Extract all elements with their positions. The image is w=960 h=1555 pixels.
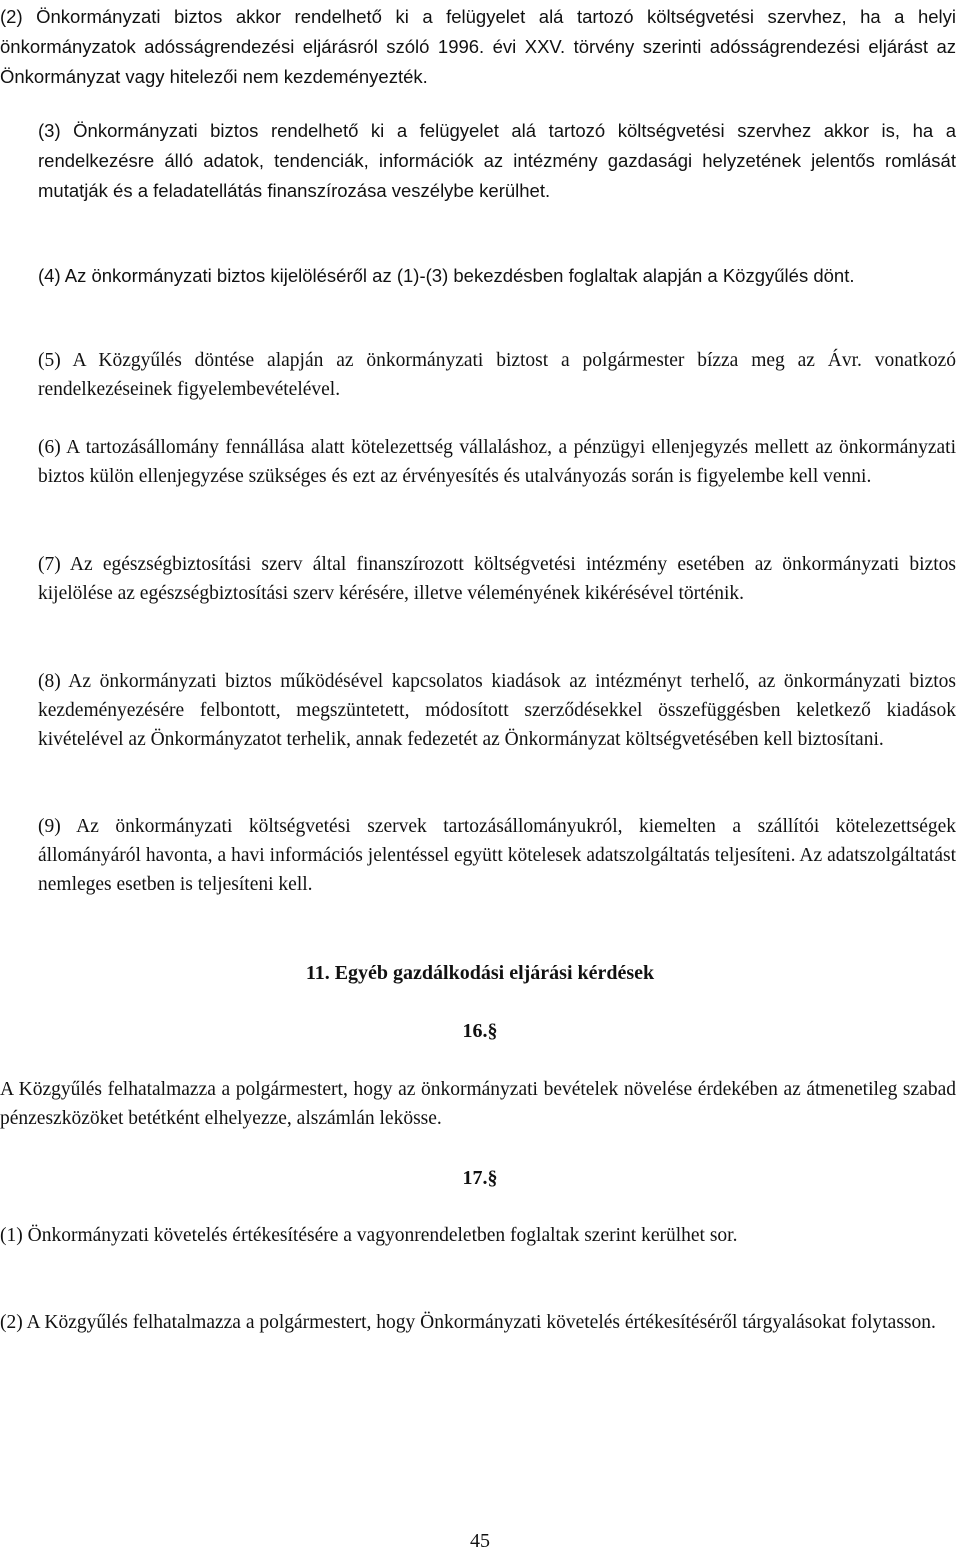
paragraph-sec10-2: (2) Önkormányzati biztos akkor rendelhető ki a felügyelet alá tartozó költségvetési szervhez, ha a helyi önkormányzatok adósságrendezési eljárásról szóló 1996. évi XXV. törvény szerinti adósságrendezési eljárást az Önkormányzat vagy hitelezői nem kezdeményezték. — [0, 6, 956, 87]
page-number: 45 — [470, 1530, 490, 1552]
paragraph-sec10-8: (8) Az önkormányzati biztos működésével kapcsolatos kiadások az intézményt terhelő, az önkormányzati biztos kezdeményezésére felbontott, megszüntetett, módosított szerződésekkel összefüggésben keletkező kiadások kivételével az Önkormányzatot terhelik, annak fedezetét az Önkormányzat költségvetésében kell biztosítani. — [38, 671, 956, 750]
paragraph-17-2: (2) A Közgyűlés felhatalmazza a polgármestert, hogy Önkormányzati követelés értékesítéséről tárgyalásokat folytasson. — [0, 1312, 936, 1333]
paragraph-17-1: (1) Önkormányzati követelés értékesítésére a vagyonrendeletben foglaltak szerint kerülhet sor. — [0, 1225, 738, 1246]
paragraph-17-heading — [0, 1163, 960, 1193]
paragraph-16-number: 16. — [462, 1020, 488, 1042]
paragraph-16-heading — [0, 1016, 960, 1046]
paragraph-sec10-5: (5) A Közgyűlés döntése alapján az önkormányzati biztost a polgármester bízza meg az Ávr. vonatkozó rendelkezéseinek figyelembevételével. — [38, 350, 956, 400]
paragraph-16-text: A Közgyűlés felhatalmazza a polgármestert, hogy az önkormányzati bevételek növelése érdekében az átmenetileg szabad pénzeszközöket betétként elhelyezze, alszámlán lekösse. — [0, 1079, 956, 1129]
section-symbol-17: § — [487, 1167, 498, 1189]
paragraph-sec10-9: (9) Az önkormányzati költségvetési szervek tartozásállományukról, kiemelten a szállítói kötelezettségek állományáról havonta, a havi információs jelentéssel együtt kötelesek adatszolgáltatás teljesíteni. Az adatszolgáltatást nemleges esetben is teljesíteni kell. — [38, 816, 956, 895]
paragraph-sec10-3: (3) Önkormányzati biztos rendelhető ki a felügyelet alá tartozó költségvetési szervhez akkor is, ha a rendelkezésre álló adatok, tendenciák, információk az intézmény gazdasági helyzetének jelentős romlását mutatják és a feladatellátás finanszírozása veszélybe kerülhet. — [38, 120, 956, 201]
paragraph-17-number: 17. — [462, 1167, 488, 1189]
paragraph-sec10-7: (7) Az egészségbiztosítási szerv által finanszírozott költségvetési intézmény esetében az önkormányzati biztos kijelölése az egészségbiztosítási szerv kérésére, illetve véleményének kikérésével történik. — [38, 554, 956, 604]
paragraph-sec10-6: (6) A tartozásállomány fennállása alatt kötelezettség vállaláshoz, a pénzügyi ellenjegyzés mellett az önkormányzati biztos külön ellenjegyzése szükséges és ezt az érvényesítés és utalványozás során is figyelembe kell venni. — [38, 437, 956, 487]
section-symbol-16: § — [487, 1020, 498, 1042]
section-title: 11. Egyéb gazdálkodási eljárási kérdések — [305, 962, 655, 984]
paragraph-sec10-4: (4) Az önkormányzati biztos kijelöléséről az (1)-(3) bekezdésben foglaltak alapján a Közgyűlés dönt. — [38, 265, 855, 286]
